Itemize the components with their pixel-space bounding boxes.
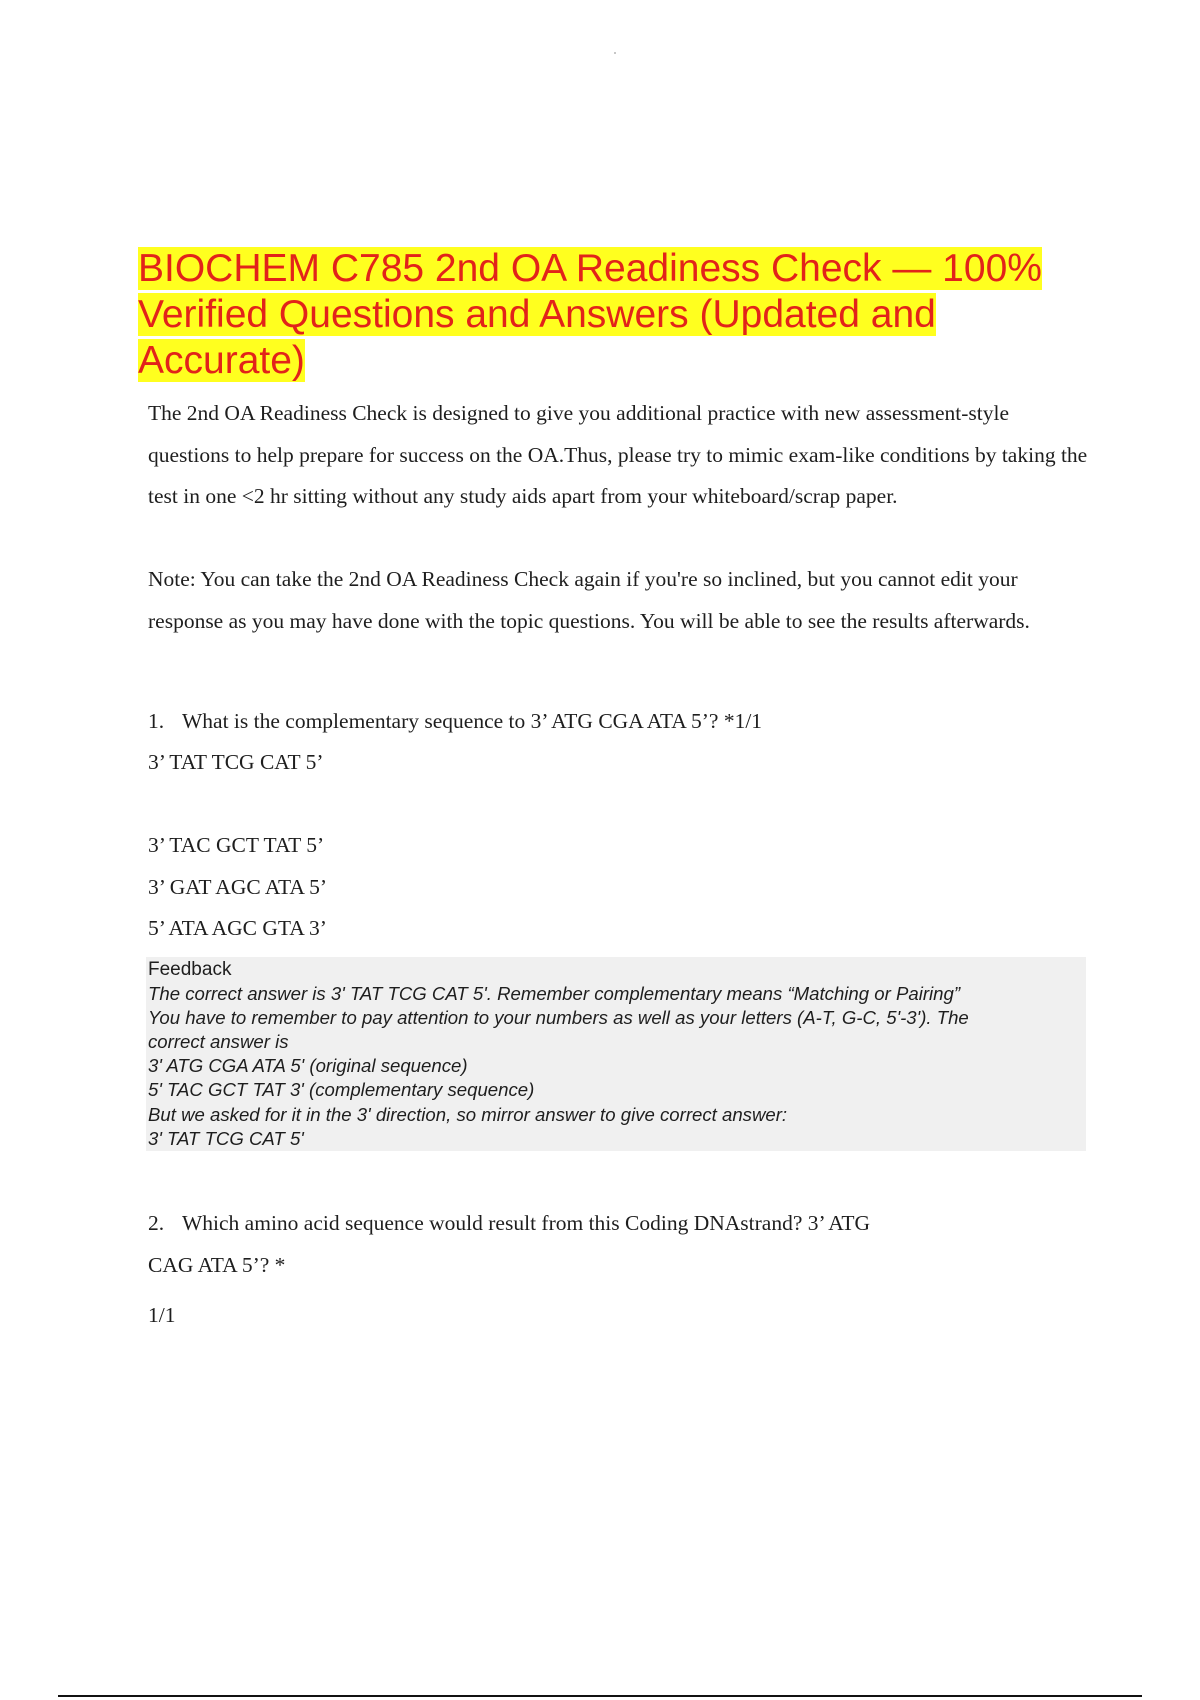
feedback-line-2: You have to remember to pay attention to your numbers as well as your letters (A-T, G-C, 5'-3'). The (148, 1007, 969, 1028)
question-2-text-line-1: Which amino acid sequence would result from this Coding DNAstrand? 3’ ATG (182, 1211, 871, 1235)
question-1-number: 1. (148, 709, 165, 733)
feedback-heading: Feedback (148, 959, 232, 980)
feedback-line-4: 3' ATG CGA ATA 5' (original sequence) (148, 1055, 468, 1076)
feedback-line-1: The correct answer is 3' TAT TCG CAT 5'. Remember complementary means “Matching or Pairing” (148, 983, 961, 1004)
note-paragraph: Note: You can take the 2nd OA Readiness Check again if you're so inclined, but you cannot edit your response as you may have done with the topic questions. You will be able to see the results afterwards. (148, 567, 1030, 633)
question-1-option-2: 3’ TAC GCT TAT 5’ (148, 833, 325, 857)
question-2-number: 2. (148, 1211, 165, 1235)
title-highlight: BIOCHEM C785 2nd OA Readiness Check — 100% Verified Questions and Answers (Updated and Accurate) (138, 247, 1042, 382)
intro-paragraph: The 2nd OA Readiness Check is designed to give you additional practice with new assessment-style questions to help prepare for success on the OA.Thus, please try to mimic exam-like conditions by taking the test in one <2 hr sitting without any study aids apart from your whiteboard/scrap paper. (148, 401, 1088, 508)
question-1 (148, 706, 762, 736)
document-title (138, 246, 1098, 384)
question-1-text: What is the complementary sequence to 3’ ATG CGA ATA 5’? *1/1 (182, 709, 763, 733)
question-1-option-3: 3’ GAT AGC ATA 5’ (148, 875, 328, 899)
question-2-text-line-2: CAG ATA 5’? * (148, 1253, 286, 1277)
feedback-line-7: 3' TAT TCG CAT 5' (148, 1128, 304, 1149)
feedback-line-5: 5' TAC GCT TAT 3' (complementary sequence) (148, 1079, 535, 1100)
question-1-option-1: 3’ TAT TCG CAT 5’ (148, 750, 324, 774)
feedback-line-6: But we asked for it in the 3' direction, so mirror answer to give correct answer: (148, 1104, 788, 1125)
question-2 (148, 1208, 870, 1238)
question-2-score: 1/1 (148, 1303, 176, 1327)
page-speck (614, 52, 616, 54)
page-bottom-rule (58, 1695, 1142, 1697)
feedback-line-3: correct answer is (148, 1031, 289, 1052)
question-1-option-4: 5’ ATA AGC GTA 3’ (148, 916, 327, 940)
